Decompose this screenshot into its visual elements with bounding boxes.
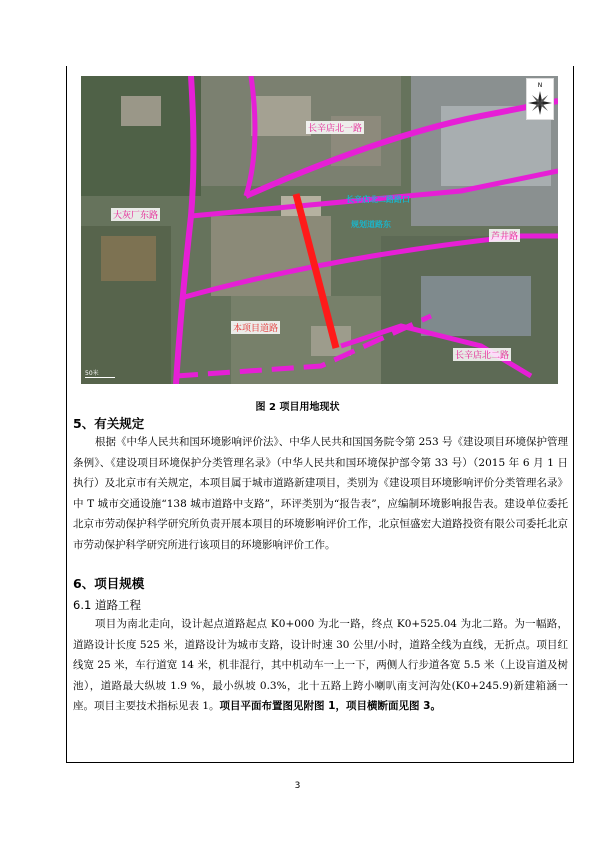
map-label-north1: 长辛店北一路: [306, 121, 364, 134]
compass-letter: N: [537, 82, 543, 89]
map-label-project: 本项目道路: [231, 321, 280, 334]
site-map-image: [81, 76, 558, 384]
section5-paragraph: 根据《中华人民共和国环境影响评价法》、中华人民共和国国务院令第 253 号《建设项目环境保护管理条例》、《建设项目环境保护分类管理名录》（中华人民共和国环境保护部令第 33 号）（2015 年 6 月 1 日执行）及北京市有关规定，本项目属于城市道路新建项目，类别为《建设项目环境影响评价分类管理名录》中 T 城市交通设施“138 城市道路中支路”，环评类别为“报告表”，应编制环境影响报告表。建设单位委托北京市劳动保护科学研究所负责开展本项目的环境影响评价工作，北京恒盛宏大道路投资有限公司委托北京市劳动保护科学研究所进行该项目的环境影响评价工作。: [73, 436, 568, 551]
section6-1-heading: 6.1 道路工程: [73, 598, 141, 612]
compass-icon: [526, 78, 554, 120]
section6-1-text: 项目为南北走向，设计起点道路起点 K0+000 为北一路，终点 K0+525.04 为北二路。为一幅路，道路设计长度 525 米，道路设计为城市支路，设计时速 30 公里/小时，道路全线为直线，无折点。项目红线宽 25 米，车行道宽 14 米，机非混行，其中机动车一上一下，两侧人行步道各宽 5.5 米（上设盲道及树池），道路最大纵坡 1.9 %，最小纵坡 0.3%，北十五路上跨小喇叭南支河沟处(K0+245.9)新建箱涵一座。项目主要技术指标见表 1。: [73, 618, 568, 712]
section6-1-bold: 项目平面布置图见附图 1，项目横断面见图 3。: [219, 700, 441, 712]
scale-bar: 50米: [85, 368, 115, 378]
section5-heading: 5、有关规定: [73, 416, 145, 431]
page-number: 3: [294, 781, 301, 791]
map-label-cyan1: 长辛店北二路路口: [346, 195, 410, 204]
figure-caption: 图 2 项目用地现状: [255, 402, 340, 413]
map-label-north2: 长辛店北二路: [453, 348, 511, 361]
map-label-dahuichang: 大灰厂东路: [111, 208, 160, 221]
section6-heading: 6、项目规模: [73, 576, 145, 591]
section6-1-paragraph: [73, 614, 568, 717]
map-label-cyan2: 规划道路东: [351, 220, 391, 229]
map-label-luyuan: 芦井路: [489, 229, 520, 242]
